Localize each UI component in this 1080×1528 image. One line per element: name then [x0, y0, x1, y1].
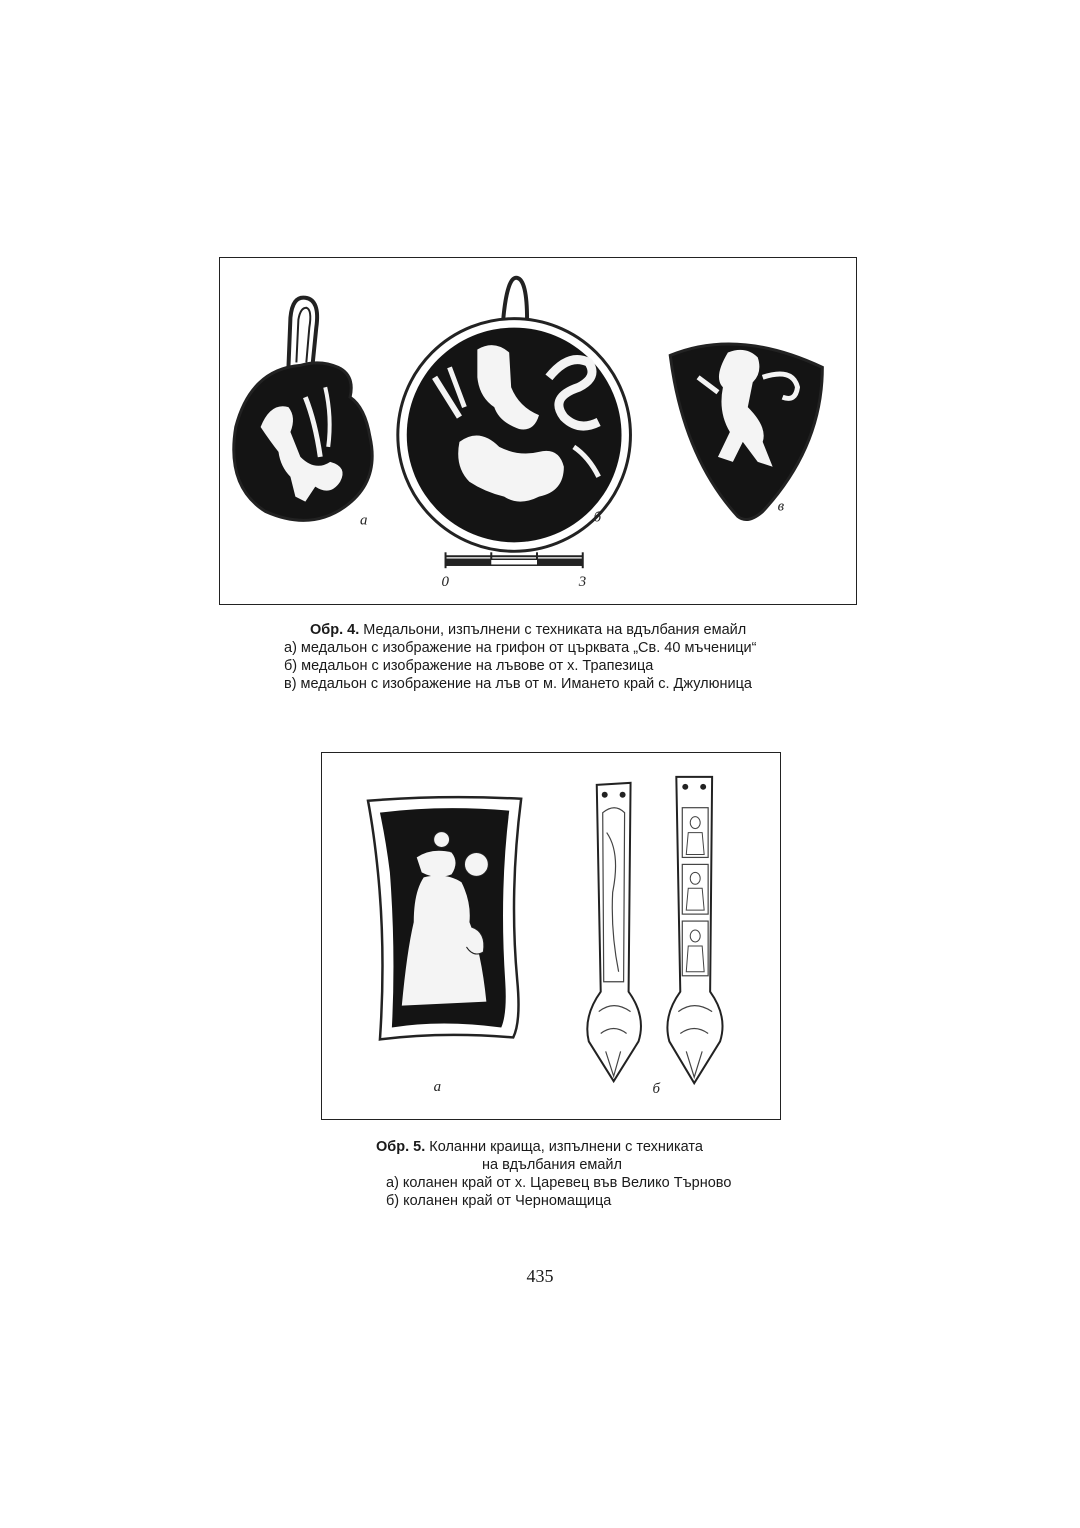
figure-4-number: Обр. 4.	[310, 622, 360, 638]
scale-bar	[442, 552, 587, 590]
label-a: а	[433, 1079, 442, 1096]
figure-5-drawing	[322, 753, 780, 1119]
page-number: 435	[526, 1266, 554, 1286]
belt-end-plate	[368, 797, 521, 1095]
figure-5-caption	[376, 1138, 731, 1210]
medallion-lion	[670, 344, 822, 520]
scale-end-label: 3	[578, 574, 587, 591]
label-a: а	[360, 512, 368, 529]
figure-5-number: Обр. 5.	[376, 1139, 426, 1155]
figure-4-medallions	[219, 257, 857, 605]
figure-5-title-line2: на вдълбания емайл	[482, 1157, 622, 1173]
figure-5-caption-title	[376, 1138, 731, 1156]
medallion-lions	[398, 278, 631, 552]
label-c: в	[777, 498, 785, 515]
figure-4-item-c: в) медальон с изображение на лъв от м. Имането край с. Джулюница	[284, 676, 752, 692]
scale-start-label: 0	[441, 574, 450, 591]
figure-4-item-a: а) медальон с изображение на грифон от църквата „Св. 40 мъченици“	[284, 640, 757, 656]
medallion-griffin	[234, 298, 372, 529]
figure-4-caption	[284, 621, 756, 693]
figure-4-title: Медальони, изпълнени с техниката на вдълбания емайл	[363, 622, 747, 638]
figure-5-title-line1: Коланни краища, изпълнени с техниката	[429, 1139, 703, 1155]
label-b: б	[652, 1081, 660, 1098]
label-b: б	[593, 509, 602, 526]
belt-end-strap-right	[652, 777, 722, 1097]
figure-4-item-b: б) медальон с изображение на лъвове от х. Трапезица	[284, 658, 654, 674]
figure-4-drawing	[220, 258, 856, 604]
belt-end-strap-left	[587, 783, 641, 1081]
figure-4-caption-title	[284, 621, 756, 639]
figure-5-item-b: б) коланен край от Черномащица	[386, 1193, 612, 1209]
figure-5-item-a: а) коланен край от х. Царевец във Велико Търново	[386, 1175, 732, 1191]
figure-5-belt-ends	[321, 752, 781, 1120]
